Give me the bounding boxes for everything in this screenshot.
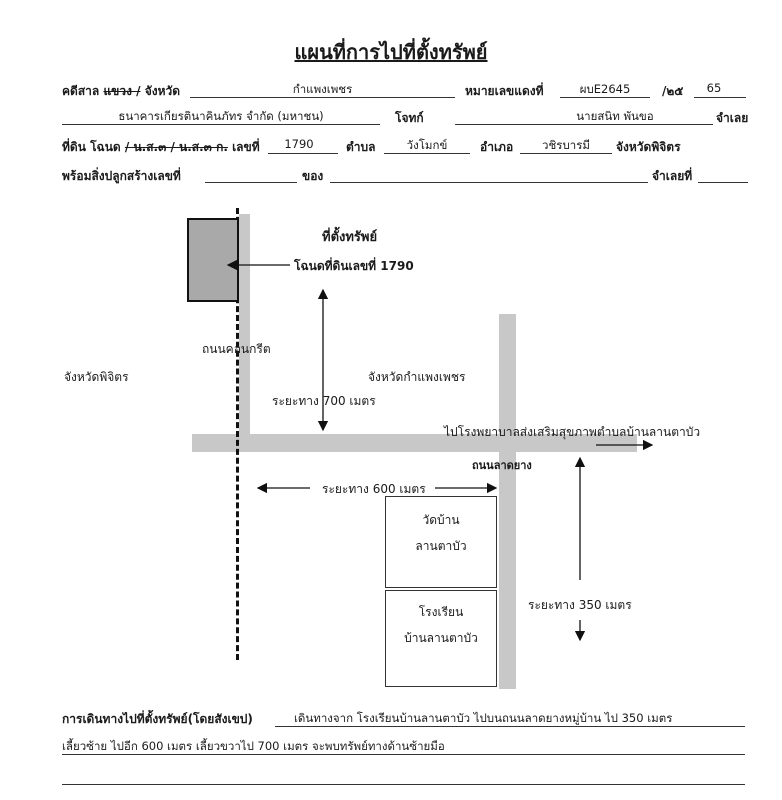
directions-label: การเดินทางไปที่ตั้งทรัพย์(โดยสังเขป) [62,712,253,726]
asphalt-road-label: ถนนลาดยาง [472,459,532,472]
page-title: แผนที่การไปที่ตั้งทรัพย์ [294,40,488,64]
temple-name-line2: ลานตาบัว [415,539,467,553]
plaintiff-value: ธนาคารเกียรตินาคินภัทร จำกัด (มหาชน) [118,109,324,123]
directions-line1: เดินทางจาก โรงเรียนบ้านลานตาบัว ไปบนถนนลาดยางหมู่บ้าน ไป 350 เมตร [294,711,673,725]
defendant-value: นายสนิท พันขอ [576,109,654,123]
distance-600-label: ระยะทาง 600 เมตร [322,482,426,496]
school-name-line1: โรงเรียน [418,605,464,619]
district-value: วชิรบารมี [542,138,590,152]
court-prefix: คดีสาล [62,84,100,98]
land-label-struck: / น.ส.๓ / น.ส.๓ ก. [124,140,228,154]
of-label: ของ [302,169,324,183]
land-label-deed: ที่ดิน โฉนด [62,140,121,154]
plaintiff-label: โจทก์ [395,111,424,125]
directions-line2: เลี้ยวซ้าย ไปอีก 600 เมตร เลี้ยวขวาไป 700 เมตร จะพบทรัพย์ทางด้านซ้ายมือ [62,739,445,753]
temple-name-line1: วัดบ้าน [422,513,460,527]
distance-700-label: ระยะทาง 700 เมตร [272,394,376,408]
distance-350-label: ระยะทาง 350 เมตร [528,598,632,612]
school-name-line2: บ้านลานตาบัว [404,631,478,645]
hospital-label: ไปโรงพยาบาลส่งเสริมสุขภาพตำบลบ้านลานตาบัว [444,425,701,439]
land-number-label: เลขที่ [232,140,260,154]
court-label-struck: แขวง / [103,84,141,98]
district-label: อำเภอ [480,140,514,154]
property-heading: ที่ตั้งทรัพย์ [322,230,378,245]
year-label: /๒๕ [662,84,684,98]
case-number-value: ผบE2645 [579,82,631,96]
land-number-value: 1790 [284,137,314,151]
province-right-label: จังหวัดกำแพงเพชร [368,370,466,384]
province-label: จังหวัดพิจิตร [616,140,681,154]
defendant-label: จำเลย [716,111,749,125]
case-number-label: หมายเลขแดงที่ [465,84,544,98]
building-label: พร้อมสิ่งปลูกสร้างเลขที่ [62,169,181,183]
subdistrict-value: วังโมกข์ [406,138,448,152]
court-label-province: จังหวัด [144,84,181,98]
concrete-road-label: ถนนคอนกรีต [202,342,271,356]
court-value: กำแพงเพชร [292,82,353,96]
defendant-number-label: จำเลยที่ [652,169,693,183]
year-value: 65 [706,81,722,95]
province-left-label: จังหวัดพิจิตร [64,370,129,384]
subdistrict-label: ตำบล [346,140,376,154]
deed-label: โฉนดที่ดินเลขที่ 1790 [294,259,414,273]
